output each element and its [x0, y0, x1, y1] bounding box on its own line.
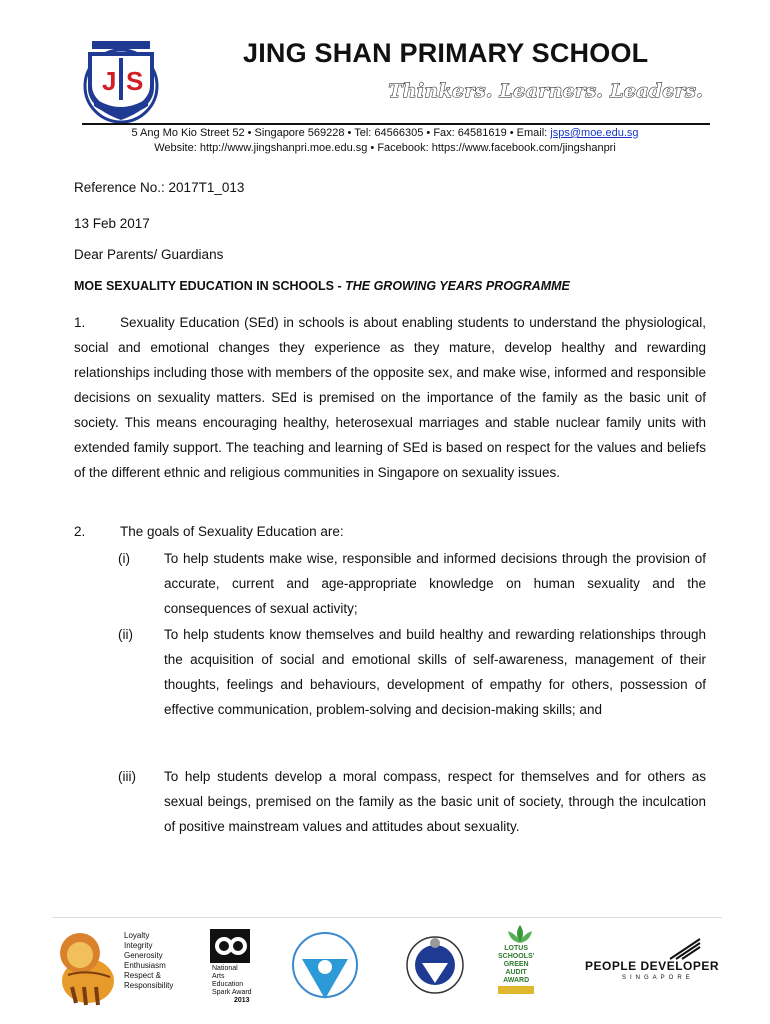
value-item: Respect & [124, 971, 161, 980]
goal-text: To help students develop a moral compass, respect for themselves and for others as sexual beings, premised on the family as the basic unit of society, through the inculcation of positive mainstream values and attitudes about sexuality. [164, 769, 706, 834]
naa-logo-icon [210, 929, 250, 963]
green-audit-award-text [498, 945, 534, 994]
contact-line-address [0, 127, 770, 139]
contact-line-website: Website: http://www.jingshanpri.moe.edu.sg • Facebook: https://www.facebook.com/jingshanpri [154, 142, 616, 154]
naa-line: Spark Award [212, 989, 252, 996]
sports-award-icon [400, 925, 470, 1009]
lotus-bar [498, 986, 534, 994]
subject-text: MOE SEXUALITY EDUCATION IN SCHOOLS - [74, 279, 346, 293]
letter-date: 13 Feb 2017 [74, 216, 150, 231]
value-item: Generosity [124, 951, 163, 960]
value-item: Integrity [124, 941, 153, 950]
letter-subject [74, 279, 570, 293]
reference-number: Reference No.: 2017T1_013 [74, 180, 245, 195]
naa-line: Arts [212, 973, 225, 980]
school-motto: Thinkers. Learners. Leaders. [388, 80, 703, 102]
people-developer-sub: SINGAPORE [622, 975, 694, 981]
paragraph-number: 2. [74, 524, 86, 539]
goal-item [118, 764, 706, 839]
letterhead [0, 0, 770, 160]
people-developer-mark-icon [668, 937, 702, 961]
paragraph-1 [74, 310, 706, 485]
naa-award-text [212, 965, 252, 1005]
header-divider [82, 123, 710, 125]
naa-line: Education [212, 981, 244, 988]
goal-text: To help students know themselves and build healthy and rewarding relationships through the acquisition of social and emotional skills of self-awareness, management of their thoughts, feelings and behaviours, development of empathy for others, possession of effective communication, problem-solving and decision-making skills; and [164, 627, 706, 717]
lotus-line: SCHOOLS' [498, 953, 535, 960]
goal-number: (ii) [118, 627, 133, 642]
goal-number: (i) [118, 551, 130, 566]
school-crest-logo [80, 38, 162, 124]
lotus-line: AWARD [503, 977, 530, 984]
email-link[interactable]: jsps@moe.edu.sg [550, 127, 639, 139]
school-values-list [124, 931, 173, 991]
value-item: Responsibility [124, 981, 174, 990]
naa-line: 2013 [234, 997, 250, 1004]
tiger-mascot-icon [50, 925, 120, 1009]
contact-address-text: 5 Ang Mo Kio Street 52 • Singapore 569228 • Tel: 64566305 • Fax: 64581619 • Email: [131, 127, 551, 139]
svg-text:J: J [102, 66, 117, 96]
lotus-line: AUDIT [505, 969, 527, 976]
goal-number: (iii) [118, 769, 136, 784]
paragraph-text: The goals of Sexuality Education are: [120, 524, 344, 539]
people-developer-logo: PEOPLE DEVELOPER [585, 959, 720, 973]
subject-programme: THE GROWING YEARS PROGRAMME [345, 279, 570, 293]
footer-logos [40, 915, 730, 1015]
lotus-icon [502, 923, 538, 945]
lotus-line: LOTUS [504, 945, 528, 952]
value-item: Enthusiasm [124, 961, 166, 970]
goal-text: To help students make wise, responsible and informed decisions through the provision of accurate, current and age-appropriate knowledge on human sexuality and the consequences of sexual activity; [164, 551, 706, 616]
goal-item [118, 546, 706, 621]
value-item: Loyalty [124, 931, 150, 940]
paragraph-2-heading [74, 524, 344, 539]
naa-line: National [212, 965, 238, 972]
svg-text:S: S [126, 66, 144, 96]
salutation: Dear Parents/ Guardians [74, 247, 224, 262]
footer-divider [52, 917, 722, 918]
goal-item [118, 622, 706, 722]
character-development-award-icon [288, 925, 362, 1009]
school-name: JING SHAN PRIMARY SCHOOL [243, 38, 649, 68]
lotus-line: GREEN [503, 961, 529, 968]
paragraph-text: Sexuality Education (SEd) in schools is about enabling students to understand the physiological, social and emotional changes they experience as they mature, develop healthy and rewarding relationships including those with members of the opposite sex, and make wise, informed and responsible decisions on sexuality matters. SEd is premised on the importance of the family as the basic unit of society. This means encouraging healthy, heterosexual marriages and stable nuclear family units with extended family support. The teaching and learning of SEd is based on respect for the values and beliefs of the different ethnic and religious communities in Singapore on sexuality issues. [74, 315, 706, 480]
paragraph-number: 1. [74, 315, 86, 330]
